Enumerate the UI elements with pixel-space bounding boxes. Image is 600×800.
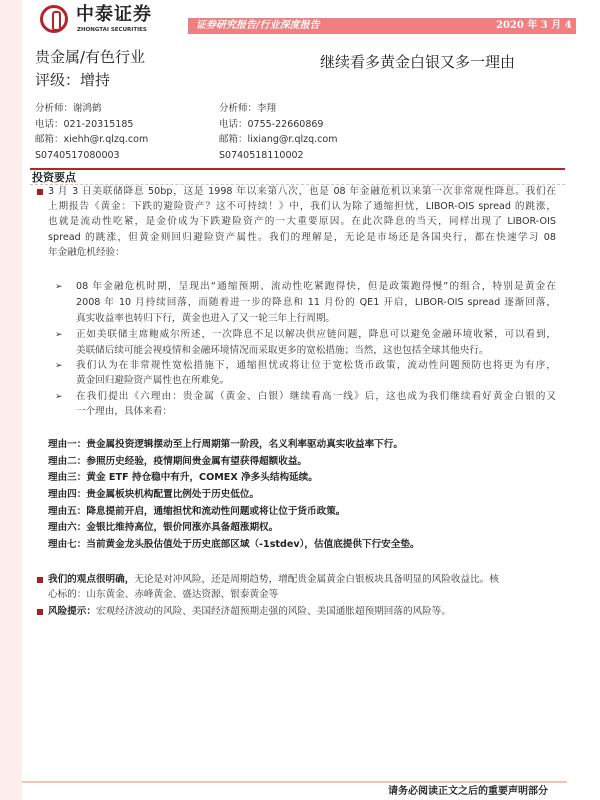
risk-line (48, 606, 556, 618)
section-divider (30, 168, 565, 170)
paragraph-line: 年金融危机经验： (48, 247, 125, 258)
dotted-divider (30, 184, 565, 185)
view-line: 心标的：山东黄金、赤峰黄金、盛达资源、银泰黄金等 (48, 589, 279, 600)
bullet-line: 在我们提出《六理由：贵金属（黄金、白银）继续看高一线》后，这也成为我们继续看好黄金白银的又 (76, 391, 556, 402)
left-margin-strip (0, 0, 22, 800)
view-text: 无论是对冲风险，还是周期趋势，增配贵金属黄金白银板块具备明显的风险收益比。核 (134, 574, 499, 585)
rating: 评级：增持 (35, 71, 111, 89)
logo-name-cn: 中泰证券 (76, 4, 152, 25)
view-line (48, 574, 556, 586)
bullet-line: 2008 年 10 月持续回落，而随着进一步的降息和 11 月份的 QE1 开启，LIBOR-OIS spread 逐渐回落， (76, 297, 556, 308)
analyst-name: 分析师：谢鸿鹤 (35, 103, 102, 114)
section-heading: 投资要点 (32, 171, 76, 184)
analyst-email[interactable]: 邮箱：lixiang@r.qlzq.com (219, 134, 338, 145)
bullet-square-icon (37, 609, 43, 615)
analyst-cert: S0740517080003 (35, 150, 120, 161)
footer-divider (22, 781, 272, 783)
report-date: 2020 年 3 月 4 日 (496, 20, 586, 31)
reason-item: 理由一：贵金属投资逻辑摆动至上行周期第一阶段，名义利率驱动真实收益率下行。 (48, 439, 403, 450)
bullet-line: 黄金回归避险资产属性也在所难免。 (76, 375, 230, 386)
bullet-line: 我们认为在非常规性宽松措施下，通缩担忧或将让位于宽松货币政策，流动性问题预防也将更为有序， (76, 360, 556, 371)
paragraph-line: 3 月 3 日美联储降息 50bp，这是 1998 年以来第八次，也是 08 年金融危机以来第一次非常规性降息。我们在 (48, 186, 556, 197)
report-type: 证券研究报告/行业深度报告 (196, 20, 320, 31)
arrow-bullet-icon: ➢ (55, 392, 63, 402)
bullet-square-icon (37, 577, 43, 583)
arrow-bullet-icon: ➢ (55, 361, 63, 371)
report-title: 继续看多黄金白银又多一理由 (320, 53, 516, 71)
bullet-square-icon (37, 189, 43, 195)
analyst-email[interactable]: 邮箱：xiehh@r.qlzq.com (35, 134, 149, 145)
analyst-phone: 电话：0755-22660869 (219, 119, 324, 130)
logo-mark-icon (40, 5, 68, 33)
analyst-cert: S0740518110002 (219, 150, 304, 161)
bullet-line: 美联储后续可能会视疫情和金融环境情况而采取更多的宽松措施；当然，这也包括全球其他央行。 (76, 345, 489, 356)
risk-text: 宏观经济波动的风险、美国经济超预期走强的风险、美国通胀超预期回落的风险等。 (95, 606, 451, 617)
reason-item: 理由七：当前黄金龙头股估值处于历史底部区域（-1stdev），估值底提供下行安全垫。 (48, 539, 420, 550)
bullet-line: 正如美联储主席鲍威尔所述，一次降息不足以解决供应链问题，降息可以避免金融环境收紧，可以看到， (76, 329, 556, 340)
analyst-name: 分析师：李翔 (219, 103, 277, 114)
arrow-bullet-icon: ➢ (55, 330, 63, 340)
risk-label: 风险提示： (48, 606, 96, 617)
reason-item: 理由四：贵金属板块机构配置比例处于历史低位。 (48, 489, 260, 500)
paragraph-line: spread 的跳涨，但黄金则回归避险资产属性。我们的理解是，无论是市场还是各国央行，都在快速学习 08 (48, 232, 556, 243)
arrow-bullet-icon: ➢ (55, 282, 63, 292)
bullet-line: 一个理由，具体来看： (76, 406, 172, 417)
bullet-line: 真实收益率也转归下行，黄金也进入了又一轮三年上行周期。 (76, 313, 336, 324)
logo-name-en: ZHONGTAI SECURITIES (77, 27, 147, 33)
industry: 贵金属/有色行业 (35, 48, 146, 66)
view-label: 我们的观点很明确， (48, 574, 135, 585)
reason-item: 理由二：参照历史经验，疫情期间贵金属有望获得超额收益。 (48, 456, 308, 467)
footer-disclaimer: 请务必阅读正文之后的重要声明部分 (388, 786, 548, 797)
analyst-phone: 电话：021-20315185 (35, 119, 134, 130)
bullet-line: 08 年金融危机时期，呈现出“通缩预期、流动性吃紧跑得快，但是政策跑得慢”的组合，特别是黄金在 (76, 281, 556, 292)
reason-item: 理由三：黄金 ETF 持仓稳中有升，COMEX 净多头结构延续。 (48, 472, 318, 483)
reason-item: 理由六：金银比维持高位，银价同涨亦具备超涨期权。 (48, 522, 279, 533)
reason-item: 理由五：降息提前开启，通缩担忧和流动性问题或将让位于货币政策。 (48, 506, 346, 517)
paragraph-line: 也就是流动性吃紧，是金价成为下跌避险资产的一大重要原因。在此次降息的当天，同样出现了 LIBOR-OIS (48, 216, 556, 227)
footer-divider (272, 781, 567, 783)
paragraph-line: 上期报告《黄金：下跌的避险资产？这不可持续！》中，我们认为除了通缩担忧，LIBOR-OIS spread 的跳涨， (48, 201, 556, 212)
